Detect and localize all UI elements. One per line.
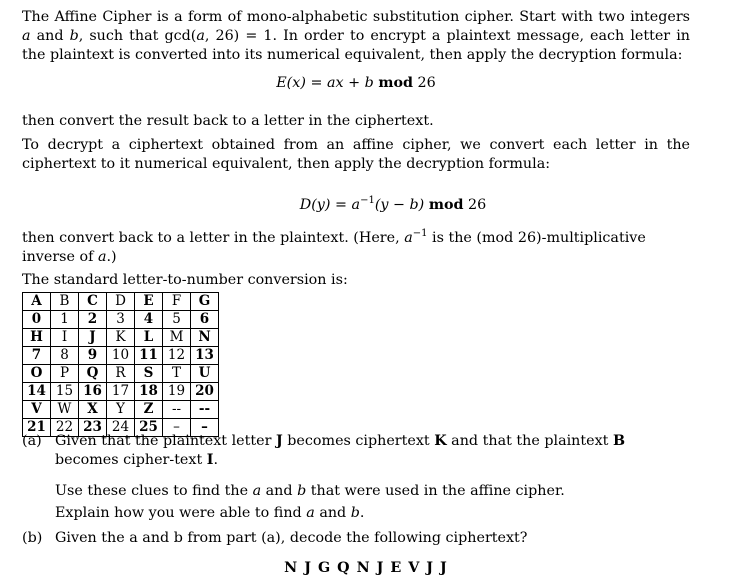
intro-paragraph [22,8,690,65]
table-number-cell: 1 [51,311,79,329]
enc-rhs: 26 [413,75,436,91]
plain-text-1: then convert back to a letter in the plaintext. (Here, [22,230,405,246]
table-letter-cell: I [51,329,79,347]
intro-text-2: , such that gcd( [78,28,197,44]
var-a: a [22,28,31,44]
table-number-cell: – [191,419,219,437]
table-number-cell: 9 [79,347,107,365]
part-b-text: Given the a and b from part (a), decode the following ciphertext? [55,530,528,546]
clue-a: a [252,483,262,499]
intro-text-3: , 26) = 1. In order to encrypt a plaintext message, each letter in the plaintext is converted into its numerical equivalent, then apply the decryption formula: [22,28,690,63]
dec-rhs: 26 [463,197,487,213]
problem-text [22,8,690,437]
letter-j: J [275,433,283,449]
table-number-cell: 23 [79,419,107,437]
table-letter-cell: L [135,329,163,347]
table-letter-cell: E [135,293,163,311]
table-letter-cell: X [79,401,107,419]
table-row [23,365,219,383]
table-letter-cell: -- [163,401,191,419]
dec-lhs: D(y) = a [299,197,361,213]
decrypt-paragraph: To decrypt a ciphertext obtained from an affine cipher, we convert each letter in the ciphertext to it numerical equivalent, then apply the decryption formula: [22,137,690,172]
table-letter-cell: H [23,329,51,347]
dec-mod: mod [428,197,464,213]
explain-and: and [314,505,351,521]
clue-t1: Use these clues to find the [55,483,253,499]
table-number-cell: 12 [163,347,191,365]
var-b: b [69,28,79,44]
table-letter-cell: R [107,365,135,383]
table-number-cell: 14 [23,383,51,401]
dec-exp: −1 [360,195,375,206]
explain-t2: . [359,505,365,521]
table-number-cell: 25 [135,419,163,437]
part-a-t4: becomes cipher-text [55,452,207,468]
var-a-3: a [404,230,413,246]
clue-b: b [297,483,307,499]
table-number-cell: 0 [23,311,51,329]
enc-lhs: E(x) = ax + b [276,75,379,91]
plain-text-3: .) [106,249,117,265]
conversion-table [22,292,219,437]
table-letter-cell: K [107,329,135,347]
table-letter-cell: S [135,365,163,383]
part-a-t3: and that the plaintext [446,433,613,449]
table-number-cell: 20 [191,383,219,401]
table-number-cell: 18 [135,383,163,401]
dec-mid: (y − b) [374,197,429,213]
table-letter-cell: G [191,293,219,311]
var-a-2: a [196,28,205,44]
clue-t2: that were used in the affine cipher. [306,483,565,499]
table-row [23,311,219,329]
table-number-cell: 22 [51,419,79,437]
plain-text-2: is the (mod 26)-multiplicative inverse of [22,230,646,265]
table-row [23,293,219,311]
table-number-cell: 5 [163,311,191,329]
table-number-cell: 2 [79,311,107,329]
explain-t1: Explain how you were able to find [55,505,307,521]
table-number-cell: 17 [107,383,135,401]
then-convert-plain [22,229,690,267]
part-a-t2: becomes ciphertext [282,433,435,449]
letter-i: I [206,452,214,468]
table-letter-cell: Z [135,401,163,419]
table-number-cell: 4 [135,311,163,329]
table-letter-cell: C [79,293,107,311]
table-letter-cell: A [23,293,51,311]
table-number-cell: – [163,419,191,437]
intro-text-1: The Affine Cipher is a form of mono-alphabetic substitution cipher. Start with two integers [22,9,690,25]
table-letter-cell: B [51,293,79,311]
ciphertext: N J G Q N J E V J J [284,560,448,576]
part-a [22,432,690,470]
table-letter-cell: F [163,293,191,311]
table-letter-cell: M [163,329,191,347]
part-b [22,529,690,548]
inverse-exp: −1 [412,228,428,239]
table-number-cell: 13 [191,347,219,365]
table-row [23,347,219,365]
then-convert-cipher: then convert the result back to a letter in the ciphertext. [22,113,434,129]
table-letter-cell: N [191,329,219,347]
table-letter-cell: Q [79,365,107,383]
part-a-t5: . [213,452,219,468]
table-letter-cell: W [51,401,79,419]
table-number-cell: 3 [107,311,135,329]
table-number-cell: 11 [135,347,163,365]
table-row [23,401,219,419]
clue-and: and [261,483,298,499]
table-number-cell: 15 [51,383,79,401]
part-a-label: (a) [22,433,42,449]
table-letter-cell: D [107,293,135,311]
table-row [23,329,219,347]
decryption-formula [22,196,690,215]
part-b-label: (b) [22,530,43,546]
table-number-cell: 24 [107,419,135,437]
table-number-cell: 16 [79,383,107,401]
table-letter-cell: U [191,365,219,383]
table-letter-cell: -- [191,401,219,419]
table-number-cell: 6 [191,311,219,329]
table-number-cell: 10 [107,347,135,365]
table-number-cell: 21 [23,419,51,437]
letter-b: B [612,433,626,449]
encryption-formula [22,74,690,93]
table-row [23,383,219,401]
table-letter-cell: O [23,365,51,383]
part-a-clue [55,482,690,501]
table-letter-cell: P [51,365,79,383]
explain-b: b [350,505,360,521]
table-number-cell: 19 [163,383,191,401]
explain-a: a [306,505,315,521]
letter-k: K [434,433,447,449]
part-a-explain [55,504,690,523]
intro-and: and [30,28,70,44]
var-a-4: a [97,249,107,265]
table-letter-cell: T [163,365,191,383]
standard-conversion-label: The standard letter-to-number conversion is: [22,272,348,288]
table-letter-cell: V [23,401,51,419]
enc-mod: mod [378,75,413,91]
questions [22,432,690,578]
table-letter-cell: J [79,329,107,347]
table-number-cell: 7 [23,347,51,365]
table-number-cell: 8 [51,347,79,365]
part-a-t1: Given that the plaintext letter [55,433,276,449]
table-letter-cell: Y [107,401,135,419]
part-a-text [55,432,690,470]
